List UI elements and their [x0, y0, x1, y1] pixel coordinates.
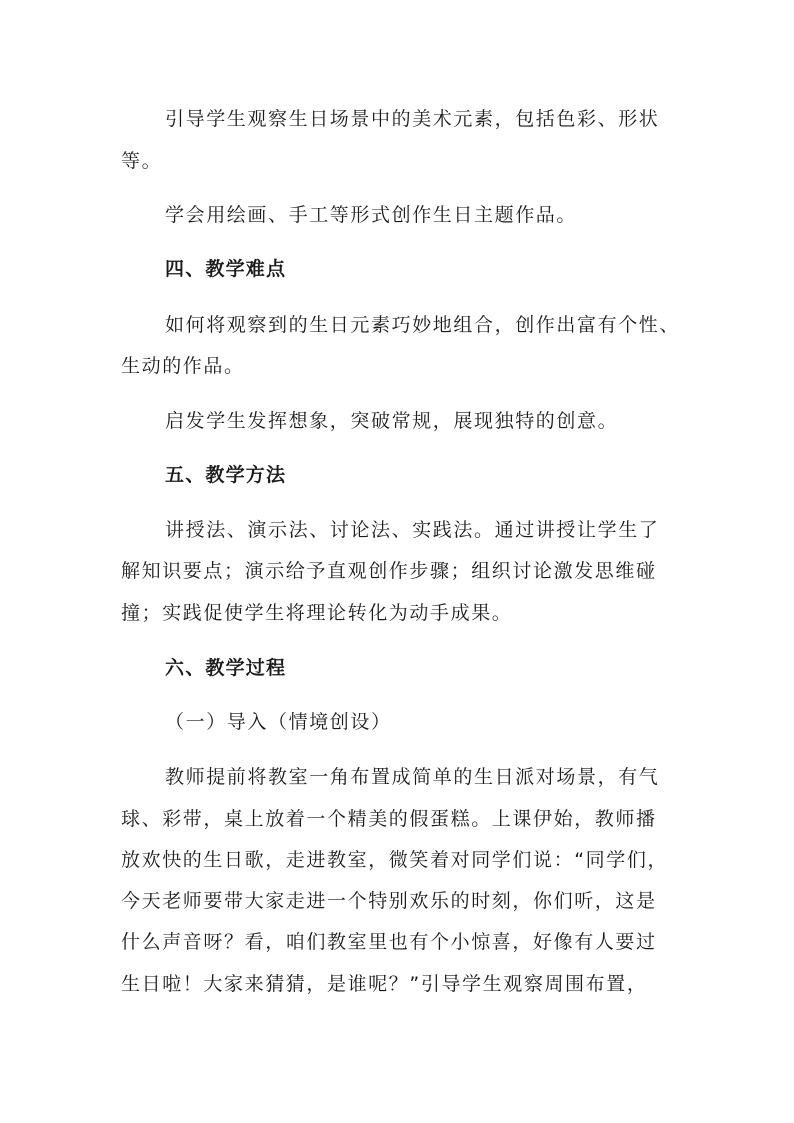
section-5-heading: 五、教学方法 — [165, 464, 287, 486]
section-4-paragraph-2: 启发学生发挥想象，突破常规，展现独特的创意。 — [165, 410, 619, 432]
section-5-paragraph-line-1: 讲授法、演示法、讨论法、实践法。通过讲授让学生了 — [165, 519, 660, 541]
key-point-1-line-1: 引导学生观察生日场景中的美术元素，包括色彩、形状 — [165, 108, 660, 130]
section-6-paragraph-line-2: 球、彩带，桌上放着一个精美的假蛋糕。上课伊始，教师播 — [121, 808, 657, 830]
section-6-heading: 六、教学过程 — [165, 657, 287, 679]
key-point-1-line-2: 等。 — [121, 150, 163, 172]
section-4-heading: 四、教学难点 — [165, 258, 287, 280]
section-6-paragraph-line-5: 什么声音呀？看，咱们教室里也有个小惊喜，好像有人要过 — [121, 931, 657, 953]
section-6-paragraph-line-1: 教师提前将教室一角布置成简单的生日派对场景，有气 — [165, 766, 660, 788]
section-5-paragraph-line-3: 撞；实践促使学生将理论转化为动手成果。 — [121, 602, 513, 624]
section-5-paragraph-line-2: 解知识要点；演示给予直观创作步骤；组织讨论激发思维碰 — [121, 560, 657, 582]
section-4-paragraph-1-line-1: 如何将观察到的生日元素巧妙地组合，创作出富有个性、 — [165, 314, 681, 336]
section-6-paragraph-line-3: 放欢快的生日歌，走进教室，微笑着对同学们说：“同学们， — [121, 849, 669, 871]
section-6-subheading: （一）导入（情境创设） — [165, 711, 392, 733]
section-4-paragraph-1-line-2: 生动的作品。 — [121, 355, 245, 377]
key-point-2: 学会用绘画、手工等形式创作生日主题作品。 — [165, 204, 578, 226]
section-6-paragraph-line-6: 生日啦！大家来猜猜，是谁呢？”引导学生观察周围布置， — [121, 973, 648, 995]
section-6-paragraph-line-4: 今天老师要带大家走进一个特别欢乐的时刻，你们听，这是 — [121, 890, 657, 912]
